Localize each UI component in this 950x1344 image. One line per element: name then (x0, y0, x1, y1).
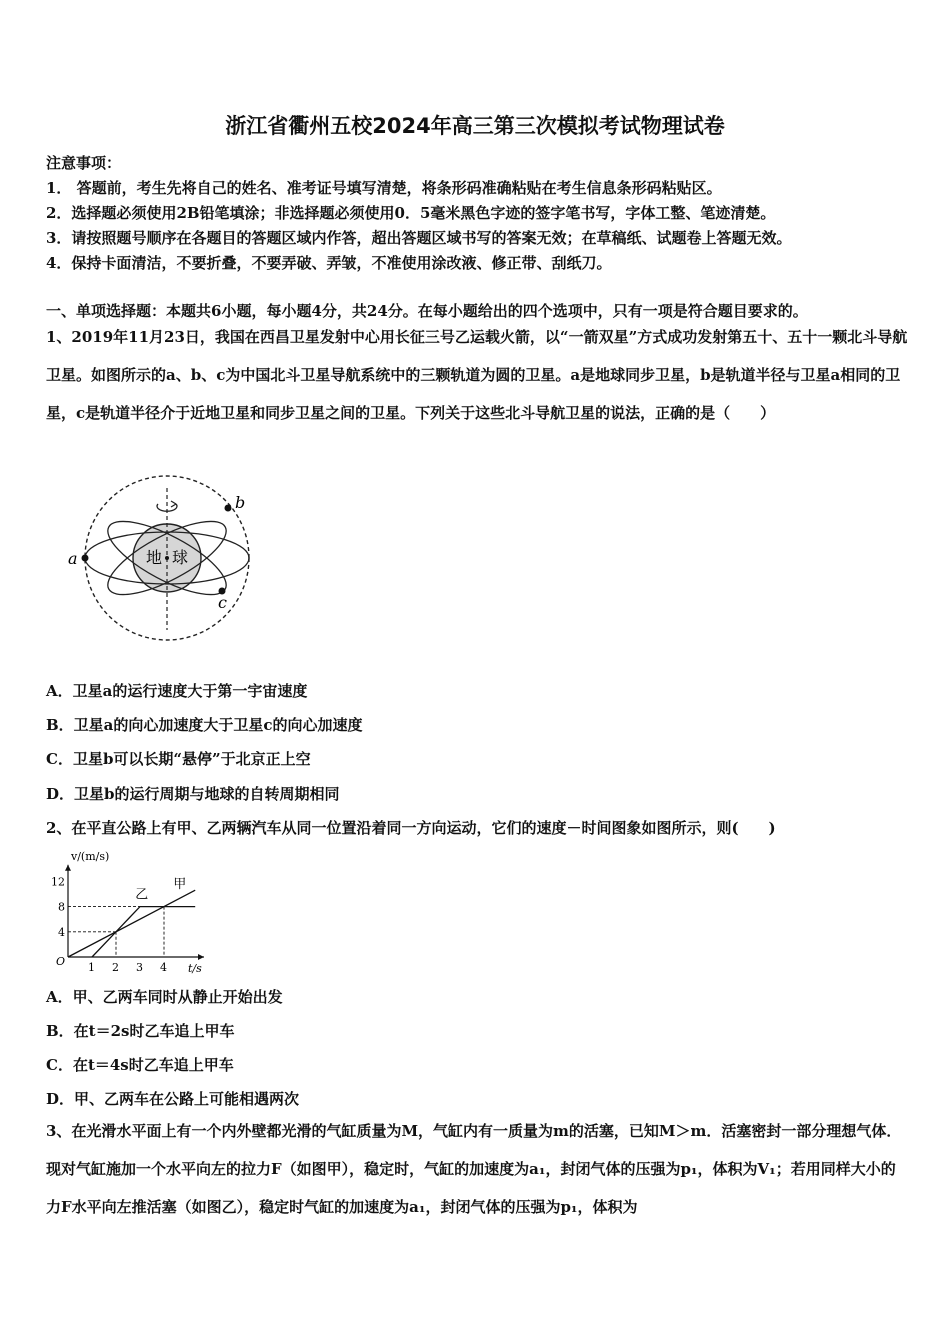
q2-option-a: A．甲、乙两车同时从静止开始出发 (46, 988, 283, 1006)
x-tick-label: 1 (88, 961, 95, 974)
q2-option-c: C．在t＝4s时乙车追上甲车 (46, 1056, 234, 1074)
series-line-2 (92, 907, 195, 957)
satellite-orbit-figure (62, 470, 262, 650)
label-a: a (68, 549, 78, 568)
series-line-1 (68, 887, 195, 957)
x-axis-label: t/s (188, 962, 202, 975)
chart-series (68, 887, 195, 957)
y-tick-label: 4 (58, 925, 65, 939)
y-tick-label: 12 (51, 875, 65, 889)
q1-option-d: D．卫星b的运行周期与地球的自转周期相同 (46, 785, 340, 803)
origin-label: O (56, 955, 66, 968)
notice-item-2: 2．选择题必须使用2B铅笔填涂；非选择题必须使用0．5毫米黑色字迹的签字笔书写，字体工整、笔迹清楚。 (46, 204, 776, 222)
series-label-1: 甲 (173, 877, 187, 893)
label-c: c (218, 593, 227, 612)
series-label-2: 乙 (135, 887, 149, 903)
x-tick-label: 3 (136, 961, 143, 974)
notice-heading: 注意事项： (46, 154, 122, 172)
question-2-stem: 2、在平直公路上有甲、乙两辆汽车从同一位置沿着同一方向运动，它们的速度－时间图象如图所示，则( ) (46, 819, 776, 837)
y-axis-label: v/(m/s) (71, 850, 110, 863)
q2-option-d: D．甲、乙两车在公路上可能相遇两次 (46, 1090, 300, 1108)
q1-option-c: C．卫星b可以长期“悬停”于北京正上空 (46, 750, 311, 768)
velocity-time-chart (46, 845, 216, 975)
notice-item-4: 4．保持卡面清洁，不要折叠，不要弄破、弄皱，不准使用涂改液、修正带、刮纸刀。 (46, 254, 612, 272)
q1-option-a: A．卫星a的运行速度大于第一宇宙速度 (46, 682, 308, 700)
x-axis-arrow-icon (198, 954, 204, 960)
chart-labels (51, 850, 202, 975)
notice-item-3: 3．请按照题号顺序在各题目的答题区域内作答，超出答题区域书写的答案无效；在草稿纸、试题卷上答题无效。 (46, 229, 792, 247)
notice-item-1: 1． 答题前，考生先将自己的姓名、准考证号填写清楚，将条形码准确粘贴在考生信息条形码粘贴区。 (46, 179, 722, 197)
q2-option-b: B．在t＝2s时乙车追上甲车 (46, 1022, 235, 1040)
y-tick-label: 8 (58, 900, 65, 914)
page-title: 浙江省衢州五校2024年高三第三次模拟考试物理试卷 (225, 114, 725, 138)
earth-label-2: 球 (172, 548, 189, 567)
rotation-arrowhead-icon (171, 501, 176, 507)
y-axis-arrow-icon (65, 865, 71, 871)
earth-center (165, 556, 169, 560)
q1-option-b: B．卫星a的向心加速度大于卫星c的向心加速度 (46, 716, 363, 734)
satellite-a (82, 555, 89, 562)
question-1-stem: 1、2019年11月23日，我国在西昌卫星发射中心用长征三号乙运载火箭，以“一箭双星”方式成功发射第五十、五十一颗北斗导航卫星。如图所示的a、b、c为中国北斗卫星导航系统中的三颗轨道为圆的卫星。a是地球同步卫星，b是轨道半径与卫星a相同的卫星，c是轨道半径介于近地卫星和同步卫星之间的卫星。下列关于这些北斗导航卫星的说法，正确的是（ ） (46, 328, 908, 422)
earth-label-1: 地 (146, 548, 163, 567)
x-tick-label: 2 (112, 961, 119, 974)
label-b: b (235, 493, 246, 512)
satellite-b (225, 505, 232, 512)
question-3-stem: 3、在光滑水平面上有一个内外壁都光滑的气缸质量为M，气缸内有一质量为m的活塞，已知M＞m．活塞密封一部分理想气体．现对气缸施加一个水平向左的拉力F（如图甲），稳定时，气缸的加速度为a₁，封闭气体的压强为p₁，体积为V₁；若用同样大小的力F水平向左推活塞（如图乙），稳定时气缸的加速度为a₁，封闭气体的压强为p₁，体积为 (46, 1122, 902, 1216)
section-heading: 一、单项选择题：本题共6小题，每小题4分，共24分。在每小题给出的四个选项中，只有一项是符合题目要求的。 (46, 302, 808, 320)
x-tick-label: 4 (160, 961, 167, 974)
orbit-diagram (68, 476, 249, 640)
